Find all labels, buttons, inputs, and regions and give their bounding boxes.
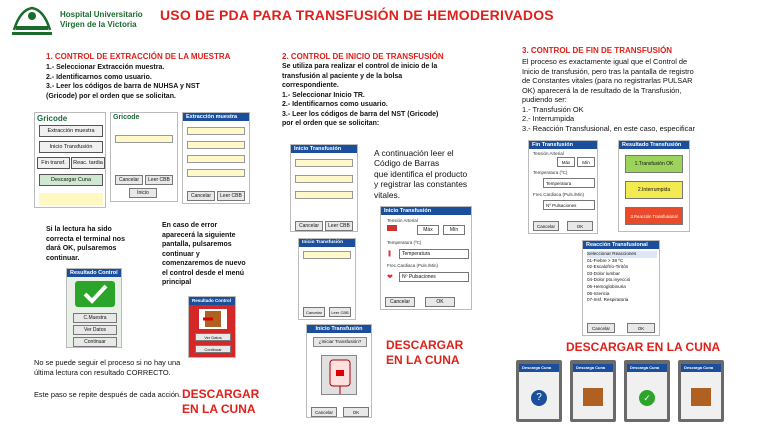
- cuna-title: Descarga Cuna: [681, 364, 721, 372]
- menu-reac-button[interactable]: Reac. tardia: [71, 157, 105, 169]
- list-item[interactable]: 07-Insf. Respiratoria: [587, 297, 629, 303]
- iniciar-question: ¿Iniciar Transfusión?: [313, 337, 367, 347]
- pda-result-ok: [66, 268, 122, 348]
- transfusion-bag-icon: [321, 355, 357, 395]
- s3-line: pudiendo ser:: [522, 95, 567, 104]
- list-item[interactable]: 03-Dolor lumbar: [587, 270, 620, 276]
- bolsa-field[interactable]: [295, 159, 353, 167]
- screen-title: Resultado Transfusión: [619, 141, 689, 149]
- s3-line: 2.- Interrumpida: [522, 114, 575, 123]
- check-icon: [75, 281, 115, 307]
- cancel-button[interactable]: Cancelar: [311, 407, 337, 417]
- cancel-button[interactable]: Cancelar: [533, 221, 559, 231]
- screen-title: Reacción Transfusional: [583, 241, 659, 249]
- s2-line: 3.- Leer los códigos de barra del NST (Gricode): [282, 110, 439, 118]
- section3-descargar: DESCARGAR EN LA CUNA: [566, 340, 721, 354]
- cancel-button[interactable]: Cancelar: [115, 175, 143, 185]
- ok-instructions: Si la lectura ha sido correcta el terminal nos dará OK, pulsaremos continuar.: [46, 226, 125, 262]
- freq-select[interactable]: Nº Pulsaciones: [543, 200, 595, 210]
- s3-line: de Constantes vitales (para no registrarlas PULSAR: [522, 76, 693, 85]
- screen-title: Inicio Transfusión: [381, 207, 471, 215]
- section1-descargar: DESCARGAR EN LA CUNA: [182, 387, 260, 416]
- pulsera-field[interactable]: [187, 155, 245, 163]
- cuna-device-1: [516, 360, 562, 422]
- ver-datos-button[interactable]: Ver Datos: [73, 325, 117, 335]
- cuna-title: Descarga Cuna: [519, 364, 559, 372]
- section1-instructions: [46, 63, 246, 101]
- paciente-field[interactable]: [187, 141, 245, 149]
- tension-label: Tensión Arterial: [533, 151, 564, 156]
- ok-button[interactable]: OK: [425, 297, 455, 307]
- list-item[interactable]: 06-Ictericia: [587, 290, 610, 296]
- check-icon: ✓: [639, 390, 655, 406]
- max-select[interactable]: Máx: [557, 157, 575, 167]
- menu-inicio-button[interactable]: Inicio Transfusión: [39, 141, 103, 153]
- section2-instructions: [282, 62, 462, 129]
- heart-icon: [387, 225, 397, 231]
- cuna-device-4: [678, 360, 724, 422]
- result-reaccion-button[interactable]: 3.Reacción Transfusional: [625, 207, 683, 225]
- result-title: Resultado Control: [189, 297, 235, 305]
- s3-line: 1.- Transfusión OK: [522, 104, 584, 114]
- gricode-logo: Gricode: [113, 114, 140, 121]
- error-instructions: En caso de error aparecerá la siguiente pantalla, pulsaremos continuar y comenzaremos de nuevo el control desde el menú principal: [162, 222, 246, 286]
- thermometer-icon: ❚: [387, 251, 393, 257]
- s3-line: El proceso es exactamente igual que el Control de: [522, 57, 688, 66]
- ok-button[interactable]: OK: [343, 407, 369, 417]
- s2-side-line: A continuación leer el: [374, 148, 454, 158]
- question-icon: ?: [531, 390, 547, 406]
- s1-line: 1.- Seleccionar Extracción muestra.: [46, 64, 165, 71]
- s2-line: 2.- Identificarnos como usuario.: [282, 101, 388, 108]
- leer-button[interactable]: Leer CBB: [329, 307, 351, 317]
- leer-button[interactable]: Leer CBB: [217, 191, 245, 201]
- note-correct: No se puede seguir el proceso si no hay una última lectura con resultado CORRECTO.: [34, 358, 181, 377]
- user-field[interactable]: [115, 135, 173, 143]
- temp-select[interactable]: Temperatura: [543, 178, 595, 188]
- pda-login-screen: [110, 112, 178, 202]
- pda-iniciar-confirm: [306, 324, 372, 418]
- screen-title: Inicio Transfusión: [299, 239, 355, 247]
- logo-line1: Hospital Universitario: [60, 10, 143, 19]
- menu-fin-button[interactable]: Fin transf.: [37, 157, 70, 169]
- continuar-button[interactable]: Continuar: [195, 345, 231, 353]
- s3-line: 3.- Reacción Transfusional, en este caso, especificar: [522, 123, 695, 133]
- s1-line: 3.- Leer los códigos de barra de NUHSA y NST: [46, 83, 200, 90]
- paciente-field[interactable]: [295, 175, 353, 183]
- ver-datos-button[interactable]: Ver Datos: [195, 333, 231, 341]
- list-item[interactable]: 04-Dolor pto.inyecció: [587, 277, 631, 283]
- pda-inicio-form-2: [298, 238, 356, 320]
- continuar-button[interactable]: Continuar: [73, 337, 117, 347]
- unidad-field[interactable]: [295, 191, 353, 199]
- s3-line: Inicio de transfusión, pero tras la pantalla de registro: [522, 66, 694, 76]
- s2-side-line: y registrar las constantes: [374, 179, 468, 190]
- temp-select[interactable]: Temperatura: [399, 249, 469, 259]
- page-title: USO DE PDA PARA TRANSFUSIÓN DE HEMODERIVADOS: [160, 7, 554, 23]
- cuna-title: Descarga Cuna: [573, 364, 613, 372]
- list-item[interactable]: 01-Fiebre > 38 ºC: [587, 257, 624, 263]
- result-ok-button[interactable]: 1.Transfusión OK: [625, 155, 683, 173]
- pda-fin-vitals: [528, 140, 598, 234]
- s2-line: Se utiliza para realizar el control de inicio de la: [282, 63, 438, 70]
- result-interrumpida-button[interactable]: 2.Interrumpida: [625, 181, 683, 199]
- screen-title: Extracción muestra: [183, 113, 249, 121]
- gricode-logo: Gricode: [37, 114, 68, 123]
- pda-inicio-form: [290, 144, 358, 232]
- freq-select[interactable]: Nº Pulsaciones: [399, 272, 469, 282]
- section1-title: 1. CONTROL DE EXTRACCIÓN DE LA MUESTRA: [46, 52, 231, 61]
- s2-side-line: vitales.: [374, 189, 401, 200]
- junta-andalucia-logo-icon: [8, 4, 56, 36]
- tension-label: Tensión Arterial: [387, 218, 418, 223]
- cancel-button[interactable]: Cancelar: [587, 323, 615, 333]
- status-bar: [39, 193, 103, 205]
- menu-descargar-button[interactable]: Descargar Cuna: [39, 174, 103, 186]
- list-item[interactable]: 02-Escalofrío-Tiritón: [587, 264, 629, 270]
- pda-main-menu: [34, 112, 106, 208]
- pda-vitals: [380, 206, 472, 310]
- menu-extraccion-button[interactable]: Extracción muestra: [39, 125, 103, 137]
- cancel-button[interactable]: Cancelar: [295, 221, 323, 231]
- leer-button[interactable]: Leer CBB: [325, 221, 353, 231]
- heart-icon: ❤: [387, 274, 393, 281]
- section2-title: 2. CONTROL DE INICIO DE TRANSFUSIÓN: [282, 52, 444, 61]
- screen-title: Fin Transfusión: [529, 141, 597, 149]
- s2-side-line: Código de Barras: [374, 158, 440, 169]
- s3-line: OK) aparecerá la de resultado de la Transfusión,: [522, 85, 682, 95]
- cuna-device-3: [624, 360, 670, 422]
- screen-title: Inicio Transfusión: [307, 325, 371, 333]
- unidad-field[interactable]: [303, 251, 351, 259]
- freq-label: Frec.Cardiaca (Puls./Min): [533, 192, 585, 197]
- pda-reaccion-list: [582, 240, 660, 336]
- s2-line: por el orden que se solicitan:: [282, 120, 380, 127]
- cancel-button[interactable]: Cancelar: [187, 191, 215, 201]
- door-exit-icon: [583, 388, 603, 406]
- cuna-title: Descarga Cuna: [627, 364, 667, 372]
- min-select[interactable]: Mín: [577, 157, 595, 167]
- pda-result-error: [188, 296, 236, 358]
- pda-result-transfusion: [618, 140, 690, 232]
- pda-extraction-form: [182, 112, 250, 204]
- temp-label: Temperatura (ºC): [533, 170, 568, 175]
- min-select[interactable]: Mín: [443, 225, 465, 235]
- cuna-device-2: [570, 360, 616, 422]
- s2-line: 1.- Seleccionar Inicio TR.: [282, 91, 365, 99]
- cancel-button[interactable]: Cancelar: [385, 297, 415, 307]
- section3-title: 3. CONTROL DE FIN DE TRANSFUSIÓN: [522, 46, 673, 55]
- s2-side-line: que identifica el producto: [374, 168, 468, 179]
- note-repeat: Este paso se repite después de cada acción.: [34, 390, 182, 399]
- result-title: Resultado Control: [67, 269, 121, 277]
- section3-instructions: [522, 57, 722, 133]
- barcode-instructions: [374, 148, 484, 200]
- logo-line2: Virgen de la Victoria: [60, 20, 137, 29]
- s2-line: transfusión al paciente y de la bolsa: [282, 72, 403, 80]
- list-item[interactable]: 05-Hemoglobinuria: [587, 283, 626, 289]
- cmuestra-button[interactable]: C.Muestra: [73, 313, 117, 323]
- pulsera-field[interactable]: [187, 169, 245, 177]
- section2-descargar: DESCARGAR EN LA CUNA: [386, 338, 464, 367]
- screen-title: Inicio Transfusión: [291, 145, 357, 153]
- max-select[interactable]: Máx: [417, 225, 439, 235]
- error-door-icon: [199, 309, 227, 329]
- list-item[interactable]: Seleccionar Reacciones: [587, 251, 657, 258]
- inicio-button[interactable]: Inicio: [129, 188, 157, 198]
- ok-button[interactable]: OK: [627, 323, 655, 333]
- ok-button[interactable]: OK: [567, 221, 593, 231]
- s2-line: correspondiente.: [282, 82, 339, 89]
- cancel-button[interactable]: Cancelar: [303, 307, 325, 317]
- s1-line: 2.- Identificarnos como usuario.: [46, 73, 152, 81]
- door-exit-icon: [691, 388, 711, 406]
- leer-button[interactable]: Leer CBB: [145, 175, 173, 185]
- nuhsa-field[interactable]: [187, 127, 245, 135]
- hospital-logo: [8, 4, 148, 38]
- reaction-list: [587, 251, 657, 304]
- freq-label: Frec.Cardiaca (Puls./Min): [387, 263, 439, 268]
- temp-label: Temperatura (ºC): [387, 240, 422, 245]
- s1-line: (Gricode) por el orden que se solicitan.: [46, 92, 176, 100]
